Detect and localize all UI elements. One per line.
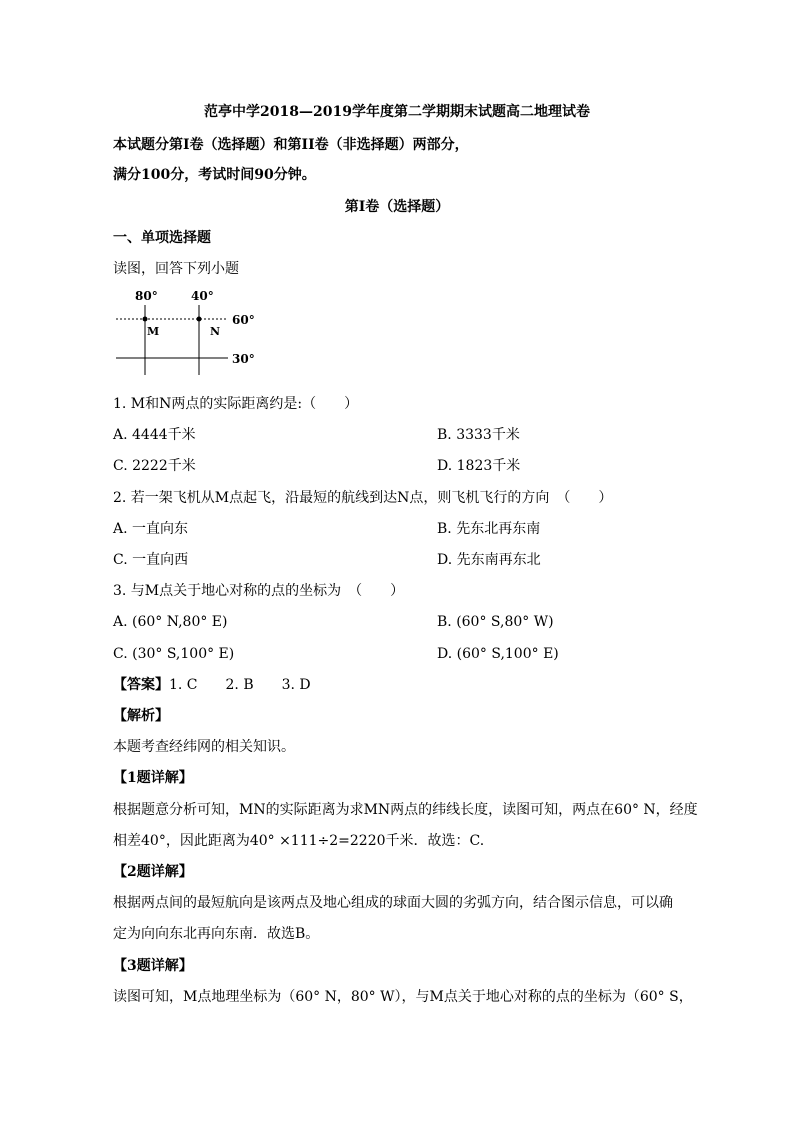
graticule-diagram [110,285,270,377]
question-2-stem: 2. 若一架飞机从M点起飞，沿最短的航线到达N点，则飞机飞行的方向 （ ） [113,490,613,506]
point-n-label: N [210,325,221,338]
question-2-option-c: C. 一直向西 [113,552,189,568]
detail-3-label: 【3题详解】 [113,958,193,974]
question-2-option-a: A. 一直向东 [113,521,189,537]
question-1-option-c: C. 2222千米 [113,458,196,474]
longitude-label-80: 80° [135,289,158,303]
detail-3-line-1: 读图可知，M点地理坐标为（60° N，80° W），与M点关于地心对称的点的坐标为（60° S， [113,989,693,1005]
point-n-marker [197,317,202,322]
detail-1-label: 【1题详解】 [113,770,193,786]
answer-line [113,677,311,693]
intro-line-2: 满分100分，考试时间90分钟。 [113,167,316,183]
question-2-option-d: D. 先东南再东北 [437,552,541,568]
detail-1-line-2: 相差40°，因此距离为40° ×111÷2=2220千米．故选：C. [113,833,485,849]
exam-title: 范亭中学2018—2019学年度第二学期期末试题高二地理试卷 [204,104,590,120]
detail-2-label: 【2题详解】 [113,864,193,880]
analysis-intro: 本题考查经纬网的相关知识。 [113,739,295,755]
latitude-label-30: 30° [232,352,255,366]
detail-2-line-2: 定为向向东北再向东南．故选B。 [113,926,320,942]
question-1-option-b: B. 3333千米 [437,427,520,443]
section-title: 一、单项选择题 [113,230,211,246]
question-1-option-d: D. 1823千米 [437,458,521,474]
point-m-marker [143,317,148,322]
question-3-option-d: D. (60° S,100° E) [437,646,559,662]
answer-label: 【答案】 [113,677,169,693]
detail-1-line-1: 根据题意分析可知，MN的实际距离为求MN两点的纬线长度，读图可知，两点在60° N，经度 [113,802,698,818]
question-1-stem: 1. M和N两点的实际距离约是:（ ） [113,396,359,412]
longitude-label-40: 40° [191,289,214,303]
latitude-label-60: 60° [232,313,255,327]
instruction: 读图，回答下列小题 [113,261,239,277]
analysis-label: 【解析】 [113,708,169,724]
question-1-option-a: A. 4444千米 [113,427,196,443]
question-3-option-a: A. (60° N,80° E) [113,614,228,630]
point-m-label: M [147,325,160,338]
question-2-option-b: B. 先东北再东南 [437,521,541,537]
part-title: 第I卷（选择题） [344,199,450,215]
question-3-option-b: B. (60° S,80° W) [437,614,554,630]
intro-line-1: 本试题分第I卷（选择题）和第II卷（非选择题）两部分， [113,137,469,153]
answer-text: 1. C 2. B 3. D [169,677,311,693]
detail-2-line-1: 根据两点间的最短航向是该两点及地心组成的球面大圆的劣弧方向，结合图示信息，可以确 [113,895,673,911]
question-3-stem: 3. 与M点关于地心对称的点的坐标为 （ ） [113,583,405,599]
question-3-option-c: C. (30° S,100° E) [113,646,235,662]
